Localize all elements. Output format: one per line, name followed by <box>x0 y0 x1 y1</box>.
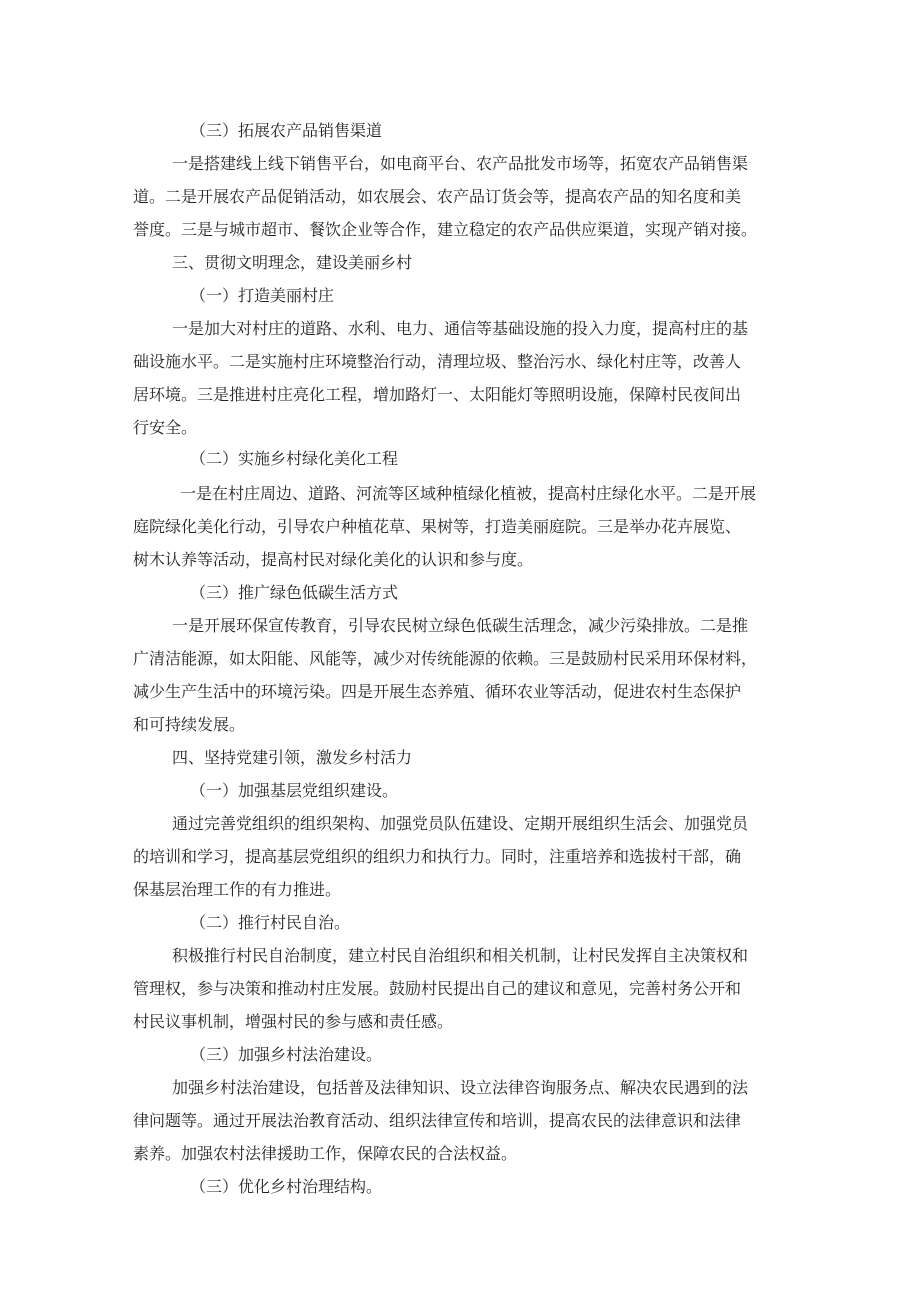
paragraph-line: 减少生产生活中的环境污染。四是开展生态养殖、循环农业等活动，促进农村生态保护 <box>133 682 742 701</box>
paragraph-line: 加强乡村法治建设，包括普及法律知识、设立法律咨询服务点、解决农民遇到的法 <box>172 1078 749 1097</box>
paragraph-line: 保基层治理工作的有力推进。 <box>133 880 342 899</box>
section-heading: 三、贯彻文明理念，建设美丽乡村 <box>172 253 413 272</box>
subheading: （一）打造美丽村庄 <box>190 286 335 305</box>
subheading: （三）推广绿色低碳生活方式 <box>190 583 399 602</box>
subheading: （三）加强乡村法治建设。 <box>190 1045 383 1064</box>
subheading: （二）实施乡村绿化美化工程 <box>190 449 399 468</box>
subheading: （二）推行村民自治。 <box>190 913 351 932</box>
paragraph-line: 一是在村庄周边、道路、河流等区域种植绿化植被，提高村庄绿化水平。二是开展 <box>180 484 757 503</box>
paragraph-line: 一是开展环保宣传教育，引导农民树立绿色低碳生活理念，减少污染排放。二是推 <box>172 616 749 635</box>
paragraph-line: 誉度。三是与城市超市、餐饮企业等合作，建立稳定的农产品供应渠道，实现产销对接。 <box>133 220 758 239</box>
paragraph-line: 管理权，参与决策和推动村庄发展。鼓励村民提出自己的建议和意见，完善村务公开和 <box>133 979 742 998</box>
subheading: （三）拓展农产品销售渠道 <box>190 121 383 140</box>
paragraph-line: 的培训和学习，提高基层党组织的组织力和执行力。同时，注重培养和选拔村干部，确 <box>133 847 742 866</box>
paragraph-line: 和可持续发展。 <box>133 715 246 734</box>
subheading: （一）加强基层党组织建设。 <box>190 781 399 800</box>
paragraph-line: 广清洁能源，如太阳能、风能等，减少对传统能源的依赖。三是鼓励村民采用环保材料， <box>133 649 758 668</box>
paragraph-line: 庭院绿化美化行动，引导农户种植花草、果树等，打造美丽庭院。三是举办花卉展览、 <box>133 517 742 536</box>
paragraph-line: 一是加大对村庄的道路、水利、电力、通信等基础设施的投入力度，提高村庄的基 <box>172 319 749 338</box>
paragraph-line: 素养。加强农村法律援助工作，保障农民的合法权益。 <box>133 1144 518 1163</box>
paragraph-line: 村民议事机制，增强村民的参与感和责任感。 <box>133 1012 454 1031</box>
paragraph-line: 律问题等。通过开展法治教育活动、组织法律宣传和培训，提高农民的法律意识和法律 <box>133 1111 742 1130</box>
paragraph-line: 道。二是开展农产品促销活动，如农展会、农产品订货会等，提高农产品的知名度和美 <box>133 187 742 206</box>
paragraph-line: 通过完善党组织的组织架构、加强党员队伍建设、定期开展组织生活会、加强党员 <box>172 814 749 833</box>
paragraph-line: 居环境。三是推进村庄亮化工程，增加路灯一、太阳能灯等照明设施，保障村民夜间出 <box>133 385 742 404</box>
paragraph-line: 树木认养等活动，提高村民对绿化美化的认识和参与度。 <box>133 550 534 569</box>
paragraph-line: 积极推行村民自治制度，建立村民自治组织和相关机制，让村民发挥自主决策权和 <box>172 946 749 965</box>
paragraph-line: 一是搭建线上线下销售平台，如电商平台、农产品批发市场等，拓宽农产品销售渠 <box>172 154 749 173</box>
section-heading: 四、坚持党建引领，激发乡村活力 <box>172 748 413 767</box>
paragraph-line: 础设施水平。二是实施村庄环境整治行动，清理垃圾、整治污水、绿化村庄等，改善人 <box>133 352 742 371</box>
subheading: （三）优化乡村治理结构。 <box>190 1177 383 1196</box>
paragraph-line: 行安全。 <box>133 418 198 437</box>
